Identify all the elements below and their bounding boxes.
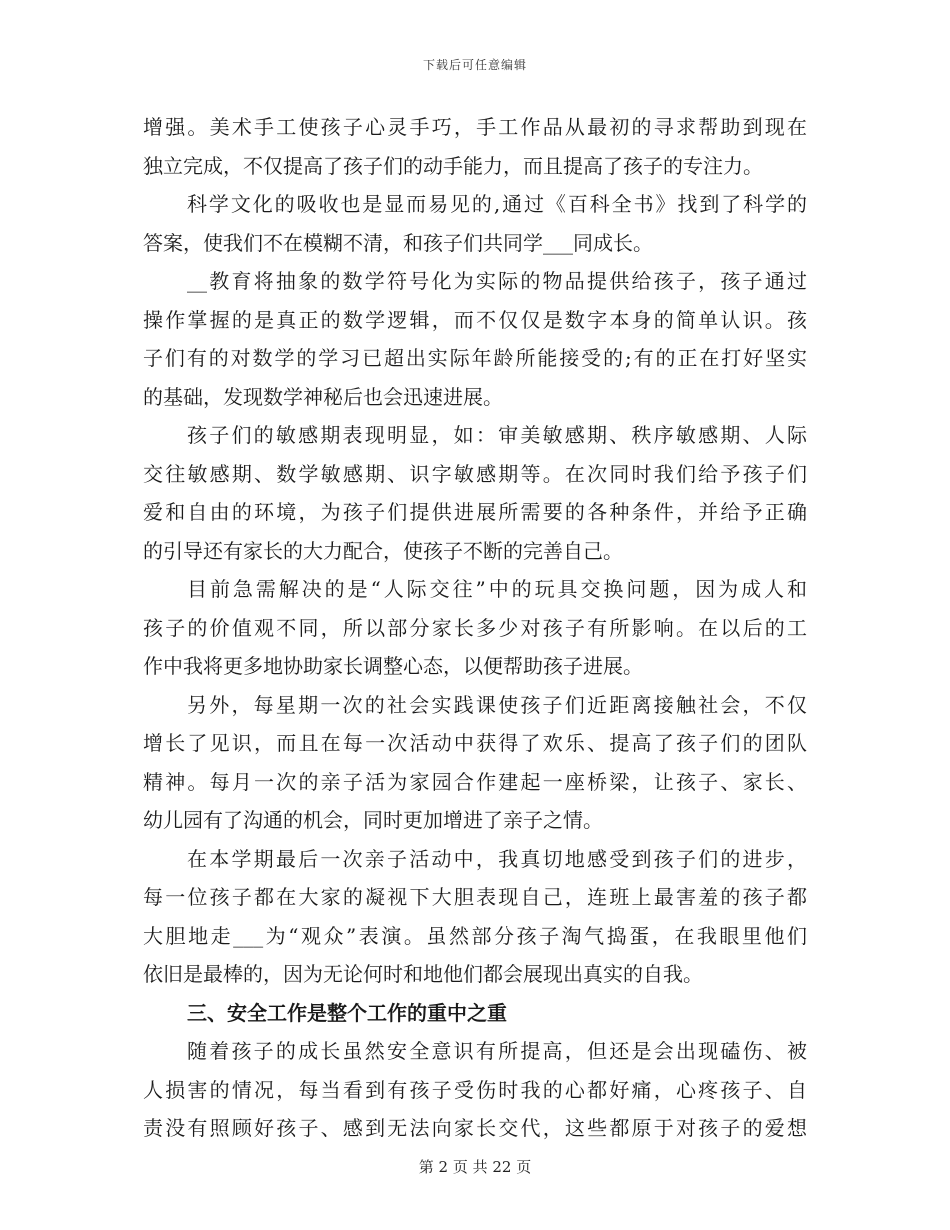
text-line: 科学文化的吸收也是显而易见的,通过《百科全书》找到了科学的: [187, 192, 807, 216]
text-line: 随着孩子的成长虽然安全意识有所提高，但还是会出现磕伤、被: [187, 1039, 807, 1063]
text-line: 独立完成，不仅提高了孩子们的动手能力，而且提高了孩子的专注力。: [143, 153, 763, 178]
text-line: 幼儿园有了沟通的机会，同时更加增进了亲子之情。: [143, 808, 603, 832]
text-line: 精神。每月一次的亲子活为家园合作建起一座桥梁，让孩子、家长、: [143, 769, 807, 794]
text-line: 孩子的价值观不同，所以部分家长多少对孩子有所影响。在以后的工: [143, 615, 807, 640]
document-body: [143, 108, 807, 1148]
text-line: 每一位孩子都在大家的凝视下大胆表现自己，连班上最害羞的孩子都: [143, 885, 807, 909]
text-line: 操作掌握的是真正的数学逻辑，而不仅仅是数字本身的简单认识。孩: [143, 307, 807, 332]
text-line: 增长了见识，而且在每一次活动中获得了欢乐、提高了孩子们的团队: [143, 731, 807, 755]
text-line: 责没有照顾好孩子、感到无法向家长交代，这些都原于对孩子的爱想: [143, 1116, 807, 1140]
text-line: 的基础，发现数学神秘后也会迅速进展。: [143, 384, 503, 409]
text-line: 答案，使我们不在模糊不清，和孩子们共同学___同成长。: [143, 230, 653, 255]
text-line: 的引导还有家长的大力配合，使孩子不断的完善自己。: [143, 538, 623, 563]
page-footer: 第 2 页 共 22 页: [418, 1158, 532, 1176]
text-line: 在本学期最后一次亲子活动中，我真切地感受到孩子们的进步，: [187, 846, 807, 871]
text-line: 另外，每星期一次的社会实践课使孩子们近距离接触社会，不仅: [187, 692, 807, 717]
text-line: 大胆地走___为“观众”表演。虽然部分孩子淘气捣蛋，在我眼里他们: [143, 923, 807, 948]
text-line: 作中我将更多地协助家长调整心态，以便帮助孩子进展。: [143, 654, 643, 678]
page-header: 下载后可任意编辑: [422, 58, 527, 72]
text-line: __教育将抽象的数学符号化为实际的物品提供给孩子，孩子通过: [187, 269, 807, 293]
text-line: 依旧是最棒的，因为无论何时和地他们都会展现出真实的自我。: [143, 962, 703, 986]
text-line: 增强。美术手工使孩子心灵手巧，手工作品从最初的寻求帮助到现在: [143, 115, 807, 139]
text-line: 目前急需解决的是“人际交往”中的玩具交换问题，因为成人和: [187, 577, 807, 601]
text-line: 交往敏感期、数学敏感期、识字敏感期等。在次同时我们给予孩子们: [143, 461, 807, 486]
text-line: 子们有的对数学的学习已超出实际年龄所能接受的;有的正在打好坚实: [143, 346, 807, 370]
text-line: 爱和自由的环境，为孩子们提供进展所需要的各种条件，并给予正确: [143, 500, 807, 524]
text-line: 孩子们的敏感期表现明显，如：审美敏感期、秩序敏感期、人际: [187, 423, 807, 447]
section-heading: 三、安全工作是整个工作的重中之重: [187, 1000, 507, 1025]
text-line: 人损害的情况，每当看到有孩子受伤时我的心都好痛，心疼孩子、自: [143, 1077, 807, 1102]
